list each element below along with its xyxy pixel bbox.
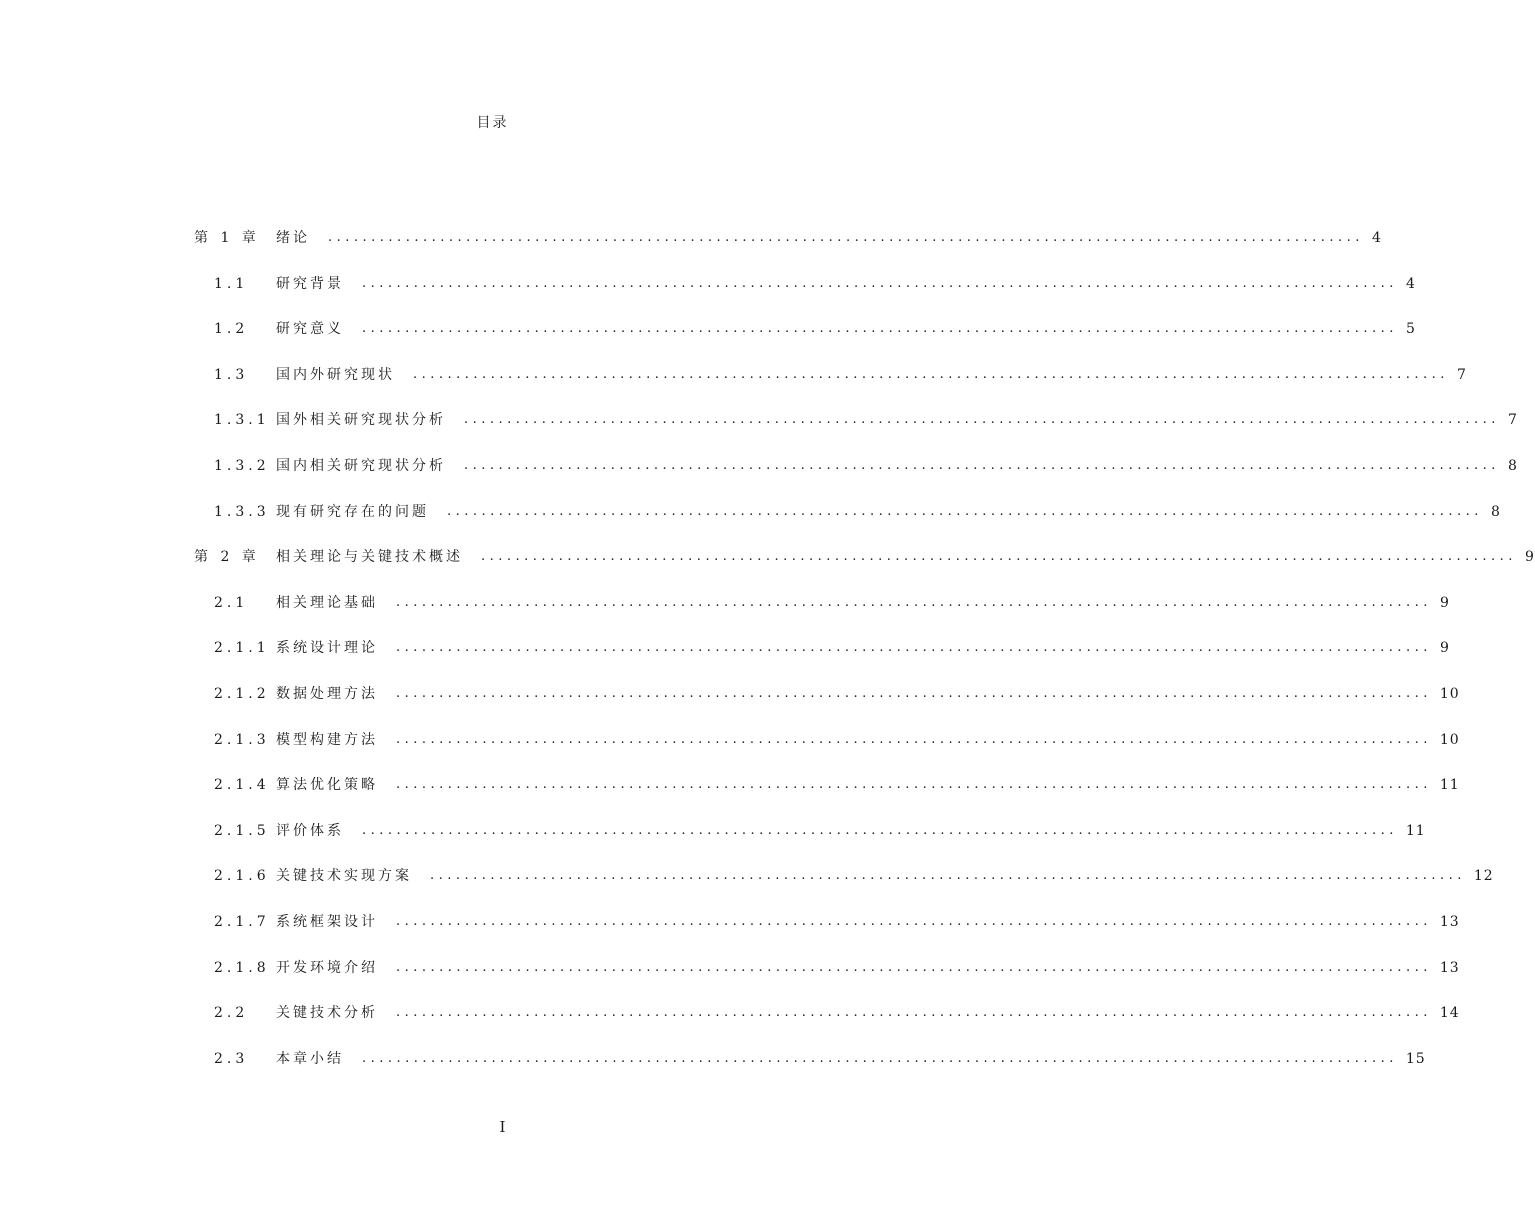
toc-dot-leader: ........................................................................................................................ — [396, 594, 1432, 610]
toc-dot-leader: ........................................................................................................................ — [362, 321, 1398, 337]
toc-dot-leader: ........................................................................................................................ — [396, 731, 1432, 747]
toc-entry[interactable] — [194, 775, 1460, 821]
toc-entry-page: 10 — [1439, 731, 1460, 748]
toc-entry-page: 9 — [1439, 640, 1450, 657]
toc-entry-label: 现有研究存在的问题 — [276, 503, 429, 520]
toc-entry[interactable] — [194, 274, 1416, 320]
toc-dot-leader: ........................................................................................................................ — [396, 913, 1432, 929]
toc-entry[interactable] — [194, 228, 1382, 274]
toc-entry[interactable] — [194, 912, 1460, 958]
toc-entry-number: 2.1.7 — [214, 913, 270, 930]
toc-entry-page: 4 — [1405, 275, 1416, 292]
toc-entry-label: 模型构建方法 — [276, 731, 378, 748]
toc-entry[interactable] — [194, 866, 1494, 912]
toc-entry[interactable] — [194, 547, 1535, 593]
toc-entry-number: 2.1.1 — [214, 640, 270, 657]
toc-entry-number: 1.3.2 — [214, 457, 270, 474]
toc-entry-number: 2.1.6 — [214, 868, 270, 885]
toc-entry-label: 系统框架设计 — [276, 913, 378, 930]
toc-dot-leader: ........................................................................................................................ — [396, 1005, 1432, 1021]
toc-dot-leader: ........................................................................................................................ — [396, 640, 1432, 656]
toc-entry-page: 8 — [1490, 503, 1501, 520]
toc-entry-number: 2.1.5 — [214, 822, 270, 839]
page-number: I — [499, 1118, 506, 1136]
toc-entry-label: 国内外研究现状 — [276, 366, 395, 383]
toc-entry[interactable] — [194, 502, 1501, 548]
toc-entry-page: 10 — [1439, 685, 1460, 702]
toc-entry-number: 1.3 — [214, 366, 249, 383]
toc-entry[interactable] — [194, 638, 1450, 684]
toc-dot-leader: ........................................................................................................................ — [362, 822, 1398, 838]
toc-dot-leader: ........................................................................................................................ — [464, 457, 1500, 473]
toc-dot-leader: ........................................................................................................................ — [447, 503, 1483, 519]
toc-entry-page: 12 — [1473, 868, 1494, 885]
toc-entry-label: 数据处理方法 — [276, 685, 378, 702]
toc-dot-leader: ........................................................................................................................ — [362, 275, 1398, 291]
toc-entry-page: 9 — [1439, 594, 1450, 611]
toc-entry[interactable] — [194, 365, 1467, 411]
toc-dot-leader: ........................................................................................................................ — [430, 868, 1466, 884]
toc-entry-number: 2.1.4 — [214, 777, 270, 794]
toc-entry-page: 7 — [1456, 366, 1467, 383]
toc-entry-number: 第 2 章 — [194, 549, 260, 566]
toc-entry-number: 2.2 — [214, 1005, 249, 1022]
toc-entry-label: 国内相关研究现状分析 — [276, 457, 446, 474]
toc-entry-label: 关键技术实现方案 — [276, 868, 412, 885]
toc-entry-page: 5 — [1405, 321, 1416, 338]
toc-entry-label: 本章小结 — [276, 1050, 344, 1067]
toc-entry[interactable] — [194, 410, 1518, 456]
toc-dot-leader: ........................................................................................................................ — [413, 366, 1449, 382]
toc-dot-leader: ........................................................................................................................ — [464, 412, 1500, 428]
toc-entry-label: 关键技术分析 — [276, 1005, 378, 1022]
toc-entry-label: 国外相关研究现状分析 — [276, 412, 446, 429]
toc-dot-leader: ........................................................................................................................ — [396, 959, 1432, 975]
toc-entry[interactable] — [194, 958, 1460, 1004]
toc-entry-label: 系统设计理论 — [276, 640, 378, 657]
toc-entry-number: 1.3.3 — [214, 503, 270, 520]
toc-entry[interactable] — [194, 730, 1460, 776]
toc-entry-label: 开发环境介绍 — [276, 959, 378, 976]
toc-entry-label: 研究意义 — [276, 321, 344, 338]
toc-entry-page: 15 — [1405, 1050, 1426, 1067]
toc-entry-page: 7 — [1507, 412, 1518, 429]
toc-dot-leader: ........................................................................................................................ — [328, 230, 1364, 245]
toc-entry[interactable] — [194, 821, 1426, 867]
toc-entry-number: 2.1.8 — [214, 959, 270, 976]
toc-entry-number: 1.3.1 — [214, 412, 270, 429]
toc-entry-label: 绪论 — [276, 230, 310, 246]
toc-entry-label: 评价体系 — [276, 822, 344, 839]
toc-dot-leader: ........................................................................................................................ — [396, 777, 1432, 793]
toc-entry[interactable] — [194, 684, 1460, 730]
toc-entry-label: 研究背景 — [276, 275, 344, 292]
toc-entry[interactable] — [194, 319, 1416, 365]
toc-dot-leader: ........................................................................................................................ — [362, 1050, 1398, 1066]
toc-entry[interactable] — [194, 456, 1518, 502]
toc-entry-page: 4 — [1371, 230, 1382, 246]
toc-entry-number: 2.1.2 — [214, 685, 270, 702]
toc-title: 目录 — [476, 115, 509, 131]
toc-dot-leader: ........................................................................................................................ — [396, 685, 1432, 701]
toc-entry-page: 14 — [1439, 1005, 1460, 1022]
toc-entry-number: 1.2 — [214, 321, 249, 338]
toc-entry-page: 8 — [1507, 457, 1518, 474]
toc-entry-page: 9 — [1524, 549, 1535, 566]
toc-entry-number: 2.1.3 — [214, 731, 270, 748]
toc-entry-number: 2.1 — [214, 594, 249, 611]
toc-dot-leader: ........................................................................................................................ — [481, 549, 1517, 565]
toc-entry-page: 13 — [1439, 959, 1460, 976]
toc-list — [194, 228, 1535, 1094]
toc-entry-page: 11 — [1405, 822, 1426, 839]
toc-entry[interactable] — [194, 1003, 1460, 1049]
toc-entry-number: 第 1 章 — [194, 230, 260, 246]
toc-entry-number: 1.1 — [214, 275, 249, 292]
toc-entry-label: 相关理论基础 — [276, 594, 378, 611]
toc-entry-label: 相关理论与关键技术概述 — [276, 549, 463, 566]
toc-entry-page: 13 — [1439, 913, 1460, 930]
toc-entry[interactable] — [194, 1049, 1426, 1095]
toc-entry-page: 11 — [1439, 777, 1460, 794]
toc-entry-number: 2.3 — [214, 1050, 249, 1067]
toc-entry[interactable] — [194, 593, 1450, 639]
toc-entry-label: 算法优化策略 — [276, 777, 378, 794]
